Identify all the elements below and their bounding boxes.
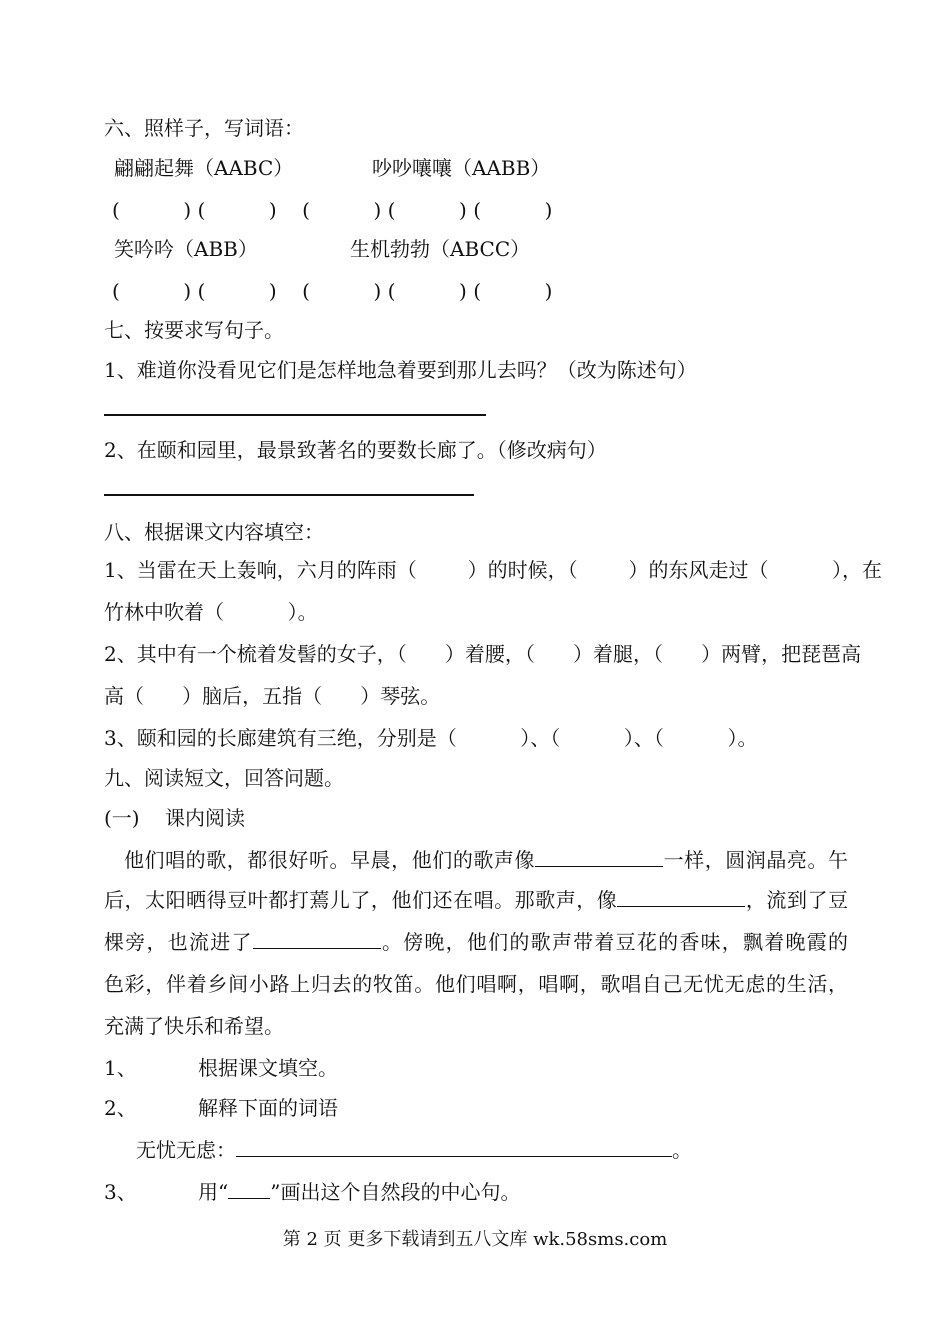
example-abb: 笑吟吟（ABB）: [114, 237, 258, 261]
word-end: 。: [672, 1138, 692, 1162]
example-abcc: 生机勃勃（ABCC）: [350, 237, 531, 261]
answer-line-7-1[interactable]: [104, 414, 486, 416]
example-aabc: 翩翩起舞（AABC）: [114, 156, 294, 180]
passage-line-5: 充满了快乐和希望。: [104, 1014, 284, 1038]
passage-text: ，流到了豆: [745, 888, 849, 912]
passage-line-3: [104, 928, 848, 956]
question-9-3-text-b: ”画出这个自然段的中心句。: [270, 1180, 521, 1204]
question-7-2: 2、在颐和园里，最景致著名的要数长廊了。（修改病句）: [104, 438, 607, 462]
definition-answer-line[interactable]: [236, 1136, 672, 1157]
question-8-2-line-2: 高（ ）脑后，五指（ ）琴弦。: [104, 684, 441, 708]
passage-line-4: 色彩，伴着乡间小路上归去的牧笛。他们唱啊，唱啊，歌唱自己无忧无虑的生活，: [104, 972, 848, 996]
question-9-2-text: 解释下面的词语: [198, 1096, 338, 1120]
subsection-in-class-reading: (一) 课内阅读: [104, 806, 246, 830]
question-9-3-text-a: 用“: [198, 1180, 229, 1204]
word-label: 无忧无虑：: [136, 1138, 236, 1162]
question-8-1-line-2: 竹林中吹着（ ）。: [104, 600, 318, 624]
question-9-3-number: 3、: [104, 1180, 137, 1204]
question-7-1: 1、难道你没看见它们是怎样地急着要到那儿去吗？（改为陈述句）: [104, 358, 697, 382]
question-9-1-text: 根据课文填空。: [198, 1056, 338, 1080]
passage-text: 后，太阳晒得豆叶都打蔫儿了，他们还在唱。那歌声，像: [104, 888, 618, 912]
word-definition-row: [136, 1136, 692, 1164]
passage-line-2: [104, 886, 848, 914]
passage-text: 他们唱的歌，都很好听。早晨，他们的歌声像: [124, 848, 536, 872]
question-9-1-number: 1、: [104, 1056, 137, 1080]
question-9-2-number: 2、: [104, 1096, 137, 1120]
passage-text: 。傍晚，他们的歌声带着豆花的香味，飘着晚霞的: [380, 930, 849, 954]
section-8-heading: 八、根据课文内容填空：: [104, 520, 324, 544]
passage-line-1: [124, 846, 848, 874]
section-7-heading: 七、按要求写句子。: [104, 318, 284, 342]
passage-blank-3[interactable]: [253, 928, 381, 949]
question-9-3-text: [198, 1178, 520, 1206]
question-8-2-line-1: 2、其中有一个梳着发髻的女子，（ ）着腰，（ ）着腿，（ ）两臂，把琵琶高: [104, 642, 862, 666]
passage-text: 棵旁，也流进了: [104, 930, 253, 954]
page-footer: 第 2 页 更多下载请到五八文库 wk.58sms.com: [282, 1229, 668, 1250]
passage-blank-1[interactable]: [535, 846, 663, 867]
section-9-heading: 九、阅读短文，回答问题。: [104, 766, 344, 790]
answer-blanks-row-1[interactable]: ( ) ( ) ( ) ( ) ( ): [112, 198, 553, 222]
section-6-heading: 六、照样子，写词语：: [104, 116, 304, 140]
answer-line-7-2[interactable]: [104, 494, 474, 496]
example-aabb: 吵吵嚷嚷（AABB）: [372, 156, 551, 180]
question-8-1-line-1: 1、当雷在天上轰响，六月的阵雨（ ）的时候，（ ）的东风走过（ ），在: [104, 558, 883, 582]
underline-sample: [228, 1178, 270, 1199]
question-8-3: 3、颐和园的长廊建筑有三绝，分别是（ ）、（ ）、（ ）。: [104, 726, 758, 750]
passage-blank-2[interactable]: [617, 886, 745, 907]
answer-blanks-row-2[interactable]: ( ) ( ) ( ) ( ) ( ): [112, 279, 553, 303]
passage-text: 一样，圆润晶亮。午: [663, 848, 849, 872]
